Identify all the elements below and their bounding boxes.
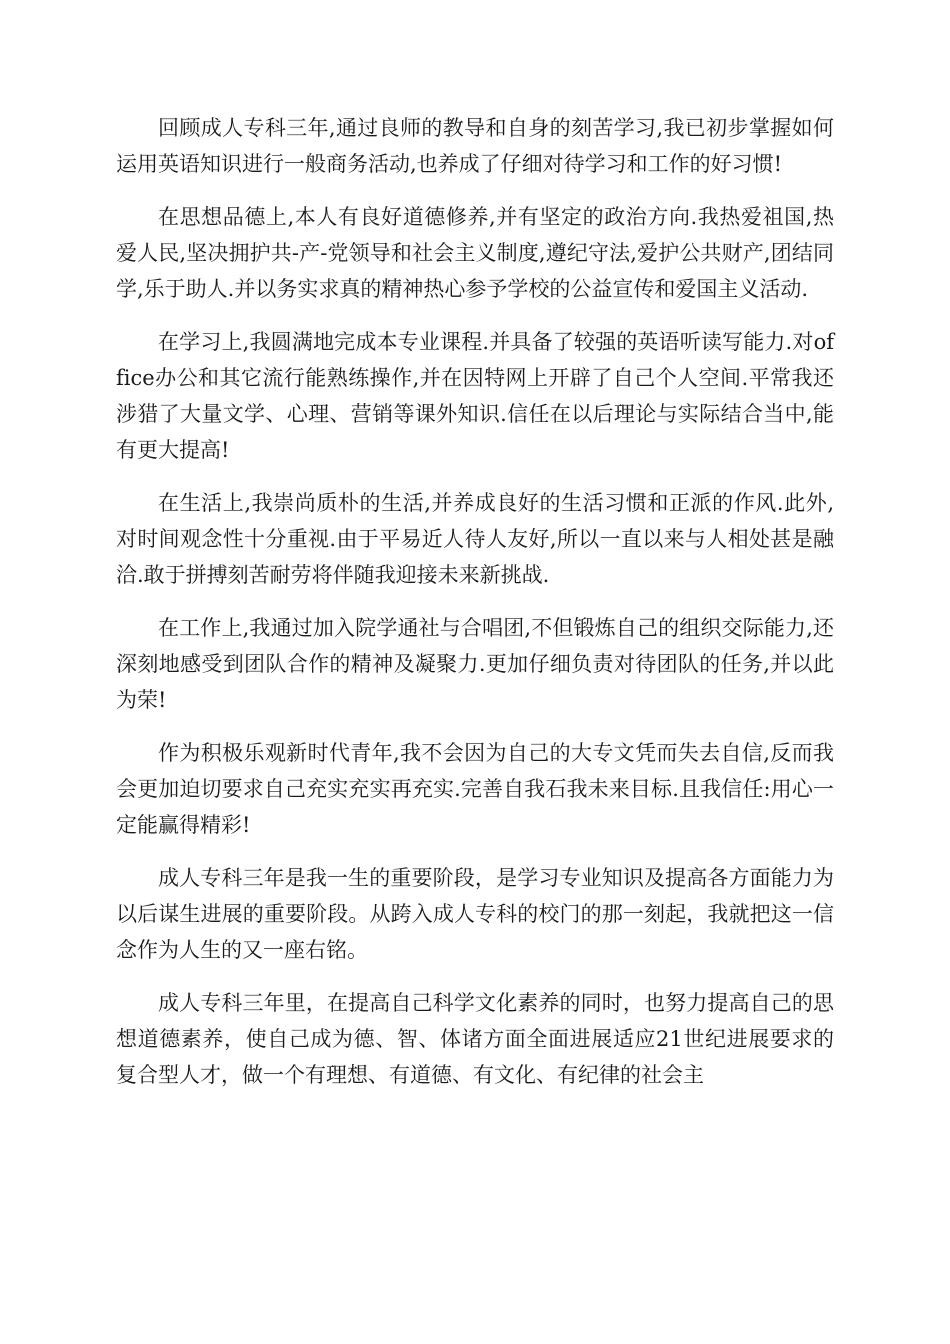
paragraph-life: 在生活上,我崇尚质朴的生活,并养成良好的生活习惯和正派的作风.此外,对时间观念性十分重视.由于平易近人待人友好,所以一直以来与人相处甚是融洽.敢于拼搏刻苦耐劳将伴随我迎接未来新挑战. — [116, 491, 834, 587]
document-body — [116, 110, 834, 1110]
paragraph-three-years: 成人专科三年里，在提高自己科学文化素养的同时，也努力提高自己的思想道德素养，使自己成为德、智、体诸方面全面进展适应21世纪进展要求的复合型人才，做一个有理想、有道德、有文化、有纪律的社会主 — [116, 991, 834, 1087]
paragraph-moral-character: 在思想品德上,本人有良好道德修养,并有坚定的政治方向.我热爱祖国,热爱人民,坚决拥护共-产-党领导和社会主义制度,遵纪守法,爱护公共财产,团结同学,乐于助人.并以务实求真的精神热心参予学校的公益宣传和爱国主义活动. — [116, 205, 834, 301]
paragraph-study: 在学习上,我圆满地完成本专业课程.并具备了较强的英语听读写能力.对office办公和其它流行能熟练操作,并在因特网上开辟了自己个人空间.平常我还涉猎了大量文学、心理、营销等课外知识.信任在以后理论与实际结合当中,能有更大提高! — [116, 330, 834, 462]
paragraph-work: 在工作上,我通过加入院学通社与合唱团,不但锻炼自己的组织交际能力,还深刻地感受到团队合作的精神及凝聚力.更加仔细负责对待团队的任务,并以此为荣! — [116, 616, 834, 712]
paragraph-confidence: 作为积极乐观新时代青年,我不会因为自己的大专文凭而失去自信,反而我会更加迫切要求自己充实充实再充实.完善自我石我未来目标.且我信任:用心一定能赢得精彩! — [116, 741, 834, 837]
paragraph-review: 回顾成人专科三年,通过良师的教导和自身的刻苦学习,我已初步掌握如何运用英语知识进行一般商务活动,也养成了仔细对待学习和工作的好习惯! — [116, 116, 834, 176]
paragraph-important-stage: 成人专科三年是我一生的重要阶段，是学习专业知识及提高各方面能力为以后谋生进展的重要阶段。从跨入成人专科的校门的那一刻起，我就把这一信念作为人生的又一座右铭。 — [116, 866, 834, 962]
